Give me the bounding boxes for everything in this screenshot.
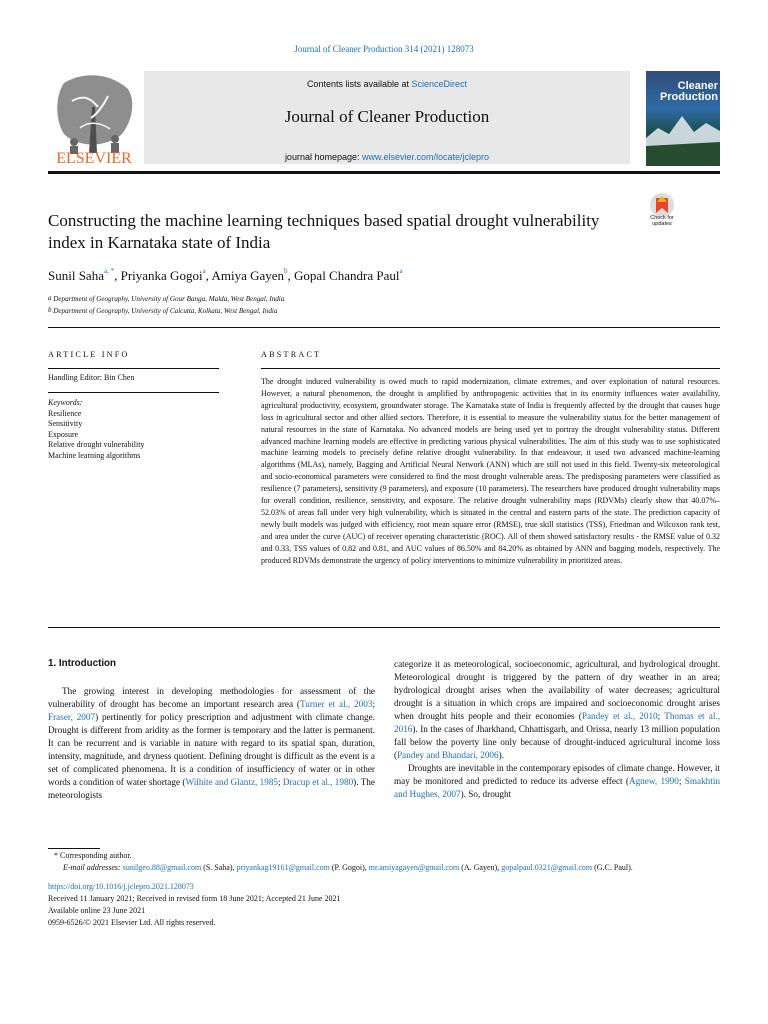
introduction-paragraph: categorize it as meteorological, socioeconomic, agricultural, and hydrological drought. Meteorological drought is triggered by the pattern of dry weather in an area; hydrological drought arises when the availability of water decreases; agricultural drought is a situation in which crops are impaired and socioeconomic drought arises when drought hits people and their economies (Pandey et al., 2010; Thomas et al., 2016). In the cases of Jharkhand, Chhattisgarh, and Orissa, nearly 13 million population fall below the poverty line only because of drought-induced agricultural income loss (Pandey and Bhandari, 2006). [394,659,720,760]
journal-info-band [144,71,630,164]
journal-cover[interactable] [646,71,720,166]
footnote-rule [48,848,100,849]
journal-citation[interactable]: Journal of Cleaner Production 314 (2021) 128073 [294,44,474,54]
title-separator [48,327,720,328]
citation-link[interactable]: Pandey and Bhandari, 2006 [397,750,499,760]
cover-title: Cleaner Production [659,80,718,103]
keywords-box [48,398,223,462]
affiliation-mark: a [48,294,52,302]
keyword: Resilience [48,408,82,418]
email-link[interactable]: sunilgeo.88@gmail.com [122,863,202,872]
contents-prefix: Contents lists available at [306,79,412,89]
handling-editor: Handling Editor: Bin Chen [48,373,135,382]
abstract-bottom-rule [48,627,720,628]
affiliation-text: Department of Geography, University of Calcutta, Kolkata, West Bengal, India [53,306,278,315]
author-name[interactable]: Priyanka Gogoi [120,268,203,283]
journal-masthead [48,71,720,167]
elsevier-wordmark: ELSEVIER [56,150,132,167]
available-online: Available online 23 June 2021 [48,906,146,915]
citation-link[interactable]: Thomas et al., 2016 [394,711,720,734]
article-title: Constructing the machine learning techniques based spatial drought vulnerability index in Karnataka state of India [48,211,600,252]
article-info-rule [48,368,219,369]
journal-title[interactable]: Journal of Cleaner Production [284,107,490,126]
check-for-updates-button[interactable] [646,192,678,232]
author-affiliations [48,294,568,317]
author-name[interactable]: Amiya Gayen [211,268,285,283]
author-name[interactable]: Gopal Chandra Paul [294,268,400,283]
author-affiliation-mark: a [399,267,403,275]
citation-link[interactable]: Fraser, 2007 [48,712,96,722]
homepage-label: journal homepage: [284,152,362,162]
email-link[interactable]: mr.amiyagayen@gmail.com [368,863,460,872]
keyword: Relative drought vulnerability [48,440,145,450]
article-info-heading: ARTICLE INFO [48,350,130,359]
article-footnotes [48,850,720,929]
keyword: Exposure [48,429,79,439]
homepage-link[interactable]: www.elsevier.com/locate/jclepro [362,152,490,162]
author-list: Sunil Saha$^{a, *}$, Priyanka Gogoi$^a$, Amiya Gayen$^b$, Gopal Chandra Paul$^a$ [48,267,403,283]
contents-line [144,79,630,89]
email-link[interactable]: gopalpaul.0321@gmail.com [501,863,593,872]
author-affiliation-mark: b [284,267,288,275]
affiliation-mark: b [48,305,52,314]
affiliation-text: Department of Geography, University of Gour Banga, Malda, West Bengal, India [53,295,285,303]
abstract-rule [261,368,720,369]
copyright: 0959-6526/© 2021 Elsevier Ltd. All rights reserved. [48,918,216,927]
body-column-right [394,658,720,801]
doi-link[interactable]: https://doi.org/10.1016/j.jclepro.2021.128073 [48,882,194,891]
journal-homepage [144,152,630,162]
corresponding-author-note: * Corresponding author. [54,851,132,860]
abstract-heading: ABSTRACT [261,350,322,359]
masthead-rule [48,171,720,174]
citation-link[interactable]: Turner et al., 2003 [299,699,373,709]
author-affiliation-mark: a [202,267,206,275]
keyword: Sensitivity [48,419,83,429]
email-addresses: E-mail addresses: sunilgeo.88@gmail.com (S. Saha), priyankag19161@gmail.com (P. Gogoi), mr.amiyagayen@gmail.com (A. Gayen), gopalpaul.0321@gmail.com (G.C. Paul). [63,863,633,872]
sciencedirect-link[interactable]: ScienceDirect [411,79,468,89]
citation-link[interactable]: Wilhite and Glantz, 1985 [185,777,279,787]
body-column-left [48,685,375,802]
author-affiliation-mark: a, * [103,267,115,275]
citation-link[interactable]: Pandey et al., 2010 [581,711,658,721]
check-updates-label: Check for updates [650,215,674,227]
elsevier-logo[interactable] [48,71,140,167]
received-dates: Received 11 January 2021; Received in revised form 18 June 2021; Accepted 21 June 2021 [48,894,341,903]
citation-link[interactable]: Agnew, 1990 [628,776,679,786]
introduction-heading: 1. Introduction [48,658,117,669]
author-name[interactable]: Sunil Saha [48,268,104,283]
email-link[interactable]: priyankag19161@gmail.com [236,863,330,872]
article-info-rule [48,392,219,393]
abstract-text: The drought induced vulnerability is owed much to rapid modernization, climate extremes, and over exploitation of natural resources. However, a natural phenomenon, the drought is amplified by anthropogenic activities that in its enormity influences water availability, agricultural productivity, ecosystem, groundwater storage. The Karnataka state of India is frequently affected by the drought that causes huge loss in agricultural sector and other allied sectors. Therefore, it is essential to measure the vulnerability status for the better management of natural resources in the state of Karnataka. No advanced models are being used yet to portray the drought vulnerability status. Different advanced machine learning models are effective in predicting various physical vulnerabilities. The aim of this study was to use sophisticated machine learning models to precisely define relative drought vulnerability. In that endeavour, it used two advanced machine-learning algorithms (MLAs), namely, Bagging and Artificial Neural Network (ANN) which are still not used in this field. Twenty-six meteorological and socio-economical parameters were considered to find the most drought vulnerable areas. The predisposing parameters were classified as resilience (7 parameters), sensitivity (9 parameters), and exposure (10 parameters). The researchers have produced drought vulnerability maps for overall condition, resilience, sensitivity, and exposure. The relative drought vulnerability maps (RDVMs) clearly show that 40.07%–52.03% of areas fall under very high vulnerability, which is situated in the central and eastern parts of the state. The prediction capacity of newly built models was judged with efficiency, root mean square error (RMSE), true skill statistics (TSS), Friedman and Wilcoxon rank test, and area under the curve (AUC) of receiver operating characteristic (ROC). All of them showed satisfactory results - the RMSE value of 0.32 and 0.33, TSS values of 0.82 and 0.81, and AUC values of 86.50% and 84.20% as obtained by ANN and bagging models, respectively. The produced RDVMs demonstrate the urgency of policy interventions to minimize vulnerability in prioritized areas. [261,377,720,565]
citation-link[interactable]: Smakhtin and Hughes, 2007 [394,776,720,799]
introduction-paragraph: Droughts are inevitable in the contemporary episodes of climate change. However, it may be monitored and predicted to reduce its adverse effect (Agnew, 1990; Smakhtin and Hughes, 2007). So, drought [394,763,720,799]
citation-link[interactable]: Dracup et al., 1980 [282,777,354,787]
introduction-paragraph: The growing interest in developing methodologies for assessment of the vulnerability of drought has become an important research area (Turner et al., 2003; Fraser, 2007) pertinently for policy prescription and adjustment with climate change. Drought is different from aridity as the former is temporary and the latter is permanent. It can be recurrent and is variable in nature with regard to its spatial span, duration, intensity, magnitude, and dryness quotient. Defining drought is difficult as the event is a set of complicated phenomena. It is a condition of insufficiency of water or in other words a condition of water shortage (Wilhite and Glantz, 1985; Dracup et al., 1980). The meteorologists [48,686,376,800]
keyword: Machine learning algorithms [48,450,141,460]
keywords-label: Keywords: [48,398,83,407]
